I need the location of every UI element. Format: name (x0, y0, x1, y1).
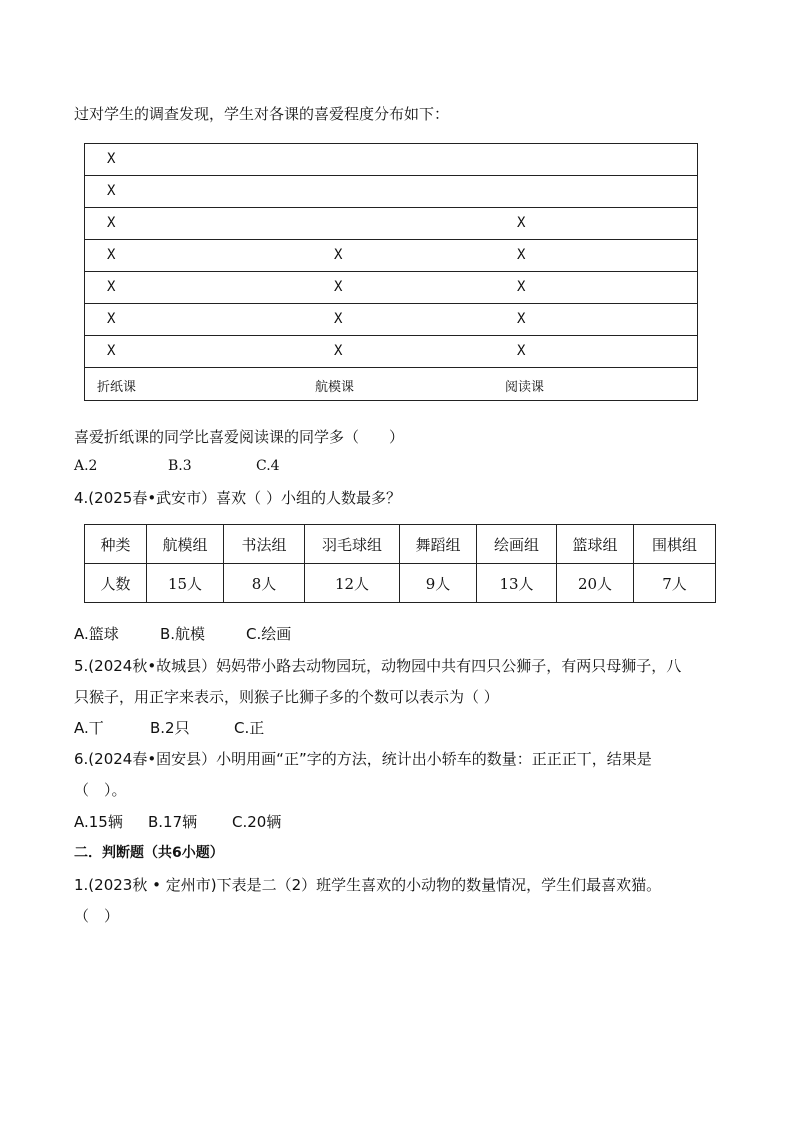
q5-option-b[interactable]: B.2只 (150, 719, 190, 737)
q3-options (74, 458, 280, 474)
q6-options (74, 811, 281, 832)
q5-option-c[interactable]: C.正 (234, 719, 265, 737)
tally-mark: X (517, 311, 526, 327)
table-row-header (85, 525, 716, 564)
tally-mark: X (334, 279, 343, 295)
tally-mark: X (107, 151, 116, 167)
q6-stem-line2: （ ）。 (74, 781, 127, 799)
table-cell: 航模组 (147, 525, 224, 564)
tally-row (85, 144, 697, 176)
table-cell: 篮球组 (557, 525, 634, 564)
table-cell: 8人 (224, 564, 305, 603)
tally-mark: X (107, 247, 116, 263)
table-cell: 13人 (477, 564, 557, 603)
tally-row (85, 240, 697, 272)
tally-row (85, 304, 697, 336)
judge-q1-line2: （ ） (74, 907, 120, 925)
table-cell: 9人 (400, 564, 477, 603)
q4-stem: 4.(2025春•武安市）喜欢（ ）小组的人数最多？ (74, 489, 401, 507)
table-cell: 12人 (305, 564, 400, 603)
q5-stem-line1: 5.(2024秋•故城县）妈妈带小路去动物园玩，动物园中共有四只公狮子，有两只母狮子，八 (74, 657, 682, 675)
tally-row (85, 272, 697, 304)
tally-mark: X (334, 343, 343, 359)
tally-category-label: 航模课 (315, 380, 355, 395)
tally-row (85, 336, 697, 368)
table-cell: 绘画组 (477, 525, 557, 564)
tally-mark: X (517, 343, 526, 359)
table-cell: 羽毛球组 (305, 525, 400, 564)
tally-mark: X (334, 247, 343, 263)
tally-label-row (85, 368, 697, 400)
tally-mark: X (107, 311, 116, 327)
table-cell: 书法组 (224, 525, 305, 564)
tally-mark: X (107, 279, 116, 295)
intro-text: 过对学生的调查发现，学生对各课的喜爱程度分布如下： (74, 105, 450, 123)
q4-options (74, 623, 291, 644)
tally-category-label: 阅读课 (505, 380, 545, 395)
q6-option-b[interactable]: B.17辆 (148, 813, 198, 831)
judge-q1-line1: 1.(2023秋 • 定州市)下表是二（2）班学生喜欢的小动物的数量情况，学生们最喜欢猫。 (74, 876, 662, 894)
table-cell: 舞蹈组 (400, 525, 477, 564)
q5-stem-line2: 只猴子，用正字来表示，则猴子比狮子多的个数可以表示为（ ） (74, 688, 499, 706)
q4-option-a[interactable]: A.篮球 (74, 625, 119, 643)
section-title: 二．判断题（共6小题） (74, 845, 224, 861)
table-cell: 7人 (634, 564, 716, 603)
tally-mark: X (517, 247, 526, 263)
table-cell: 15人 (147, 564, 224, 603)
tally-category-label: 折纸课 (97, 380, 137, 395)
q6-option-a[interactable]: A.15辆 (74, 813, 123, 831)
table-cell: 围棋组 (634, 525, 716, 564)
q6-stem-line1: 6.(2024春•固安县）小明用画“正”字的方法，统计出小轿车的数量：正正正丅，结果是 (74, 750, 652, 768)
q5-option-a[interactable]: A.丅 (74, 719, 104, 737)
q4-option-c[interactable]: C.绘画 (246, 625, 292, 643)
q3-option-b[interactable]: B.3 (168, 458, 192, 474)
tally-row (85, 208, 697, 240)
table-row-values (85, 564, 716, 603)
table-cell: 人数 (85, 564, 147, 603)
group-count-table (84, 524, 716, 603)
table-cell: 20人 (557, 564, 634, 603)
tally-mark: X (334, 311, 343, 327)
q3-option-c[interactable]: C.4 (256, 458, 280, 474)
table-cell: 种类 (85, 525, 147, 564)
tally-mark: X (107, 215, 116, 231)
q3-option-a[interactable]: A.2 (74, 458, 98, 474)
q5-options (74, 717, 264, 738)
tally-row (85, 176, 697, 208)
tally-mark: X (517, 215, 526, 231)
tally-mark: X (107, 343, 116, 359)
q6-option-c[interactable]: C.20辆 (232, 813, 282, 831)
q3-stem: 喜爱折纸课的同学比喜爱阅读课的同学多（ ） (74, 428, 405, 446)
tally-mark: X (517, 279, 526, 295)
q4-option-b[interactable]: B.航模 (160, 625, 206, 643)
tally-chart (84, 143, 698, 401)
tally-mark: X (107, 183, 116, 199)
